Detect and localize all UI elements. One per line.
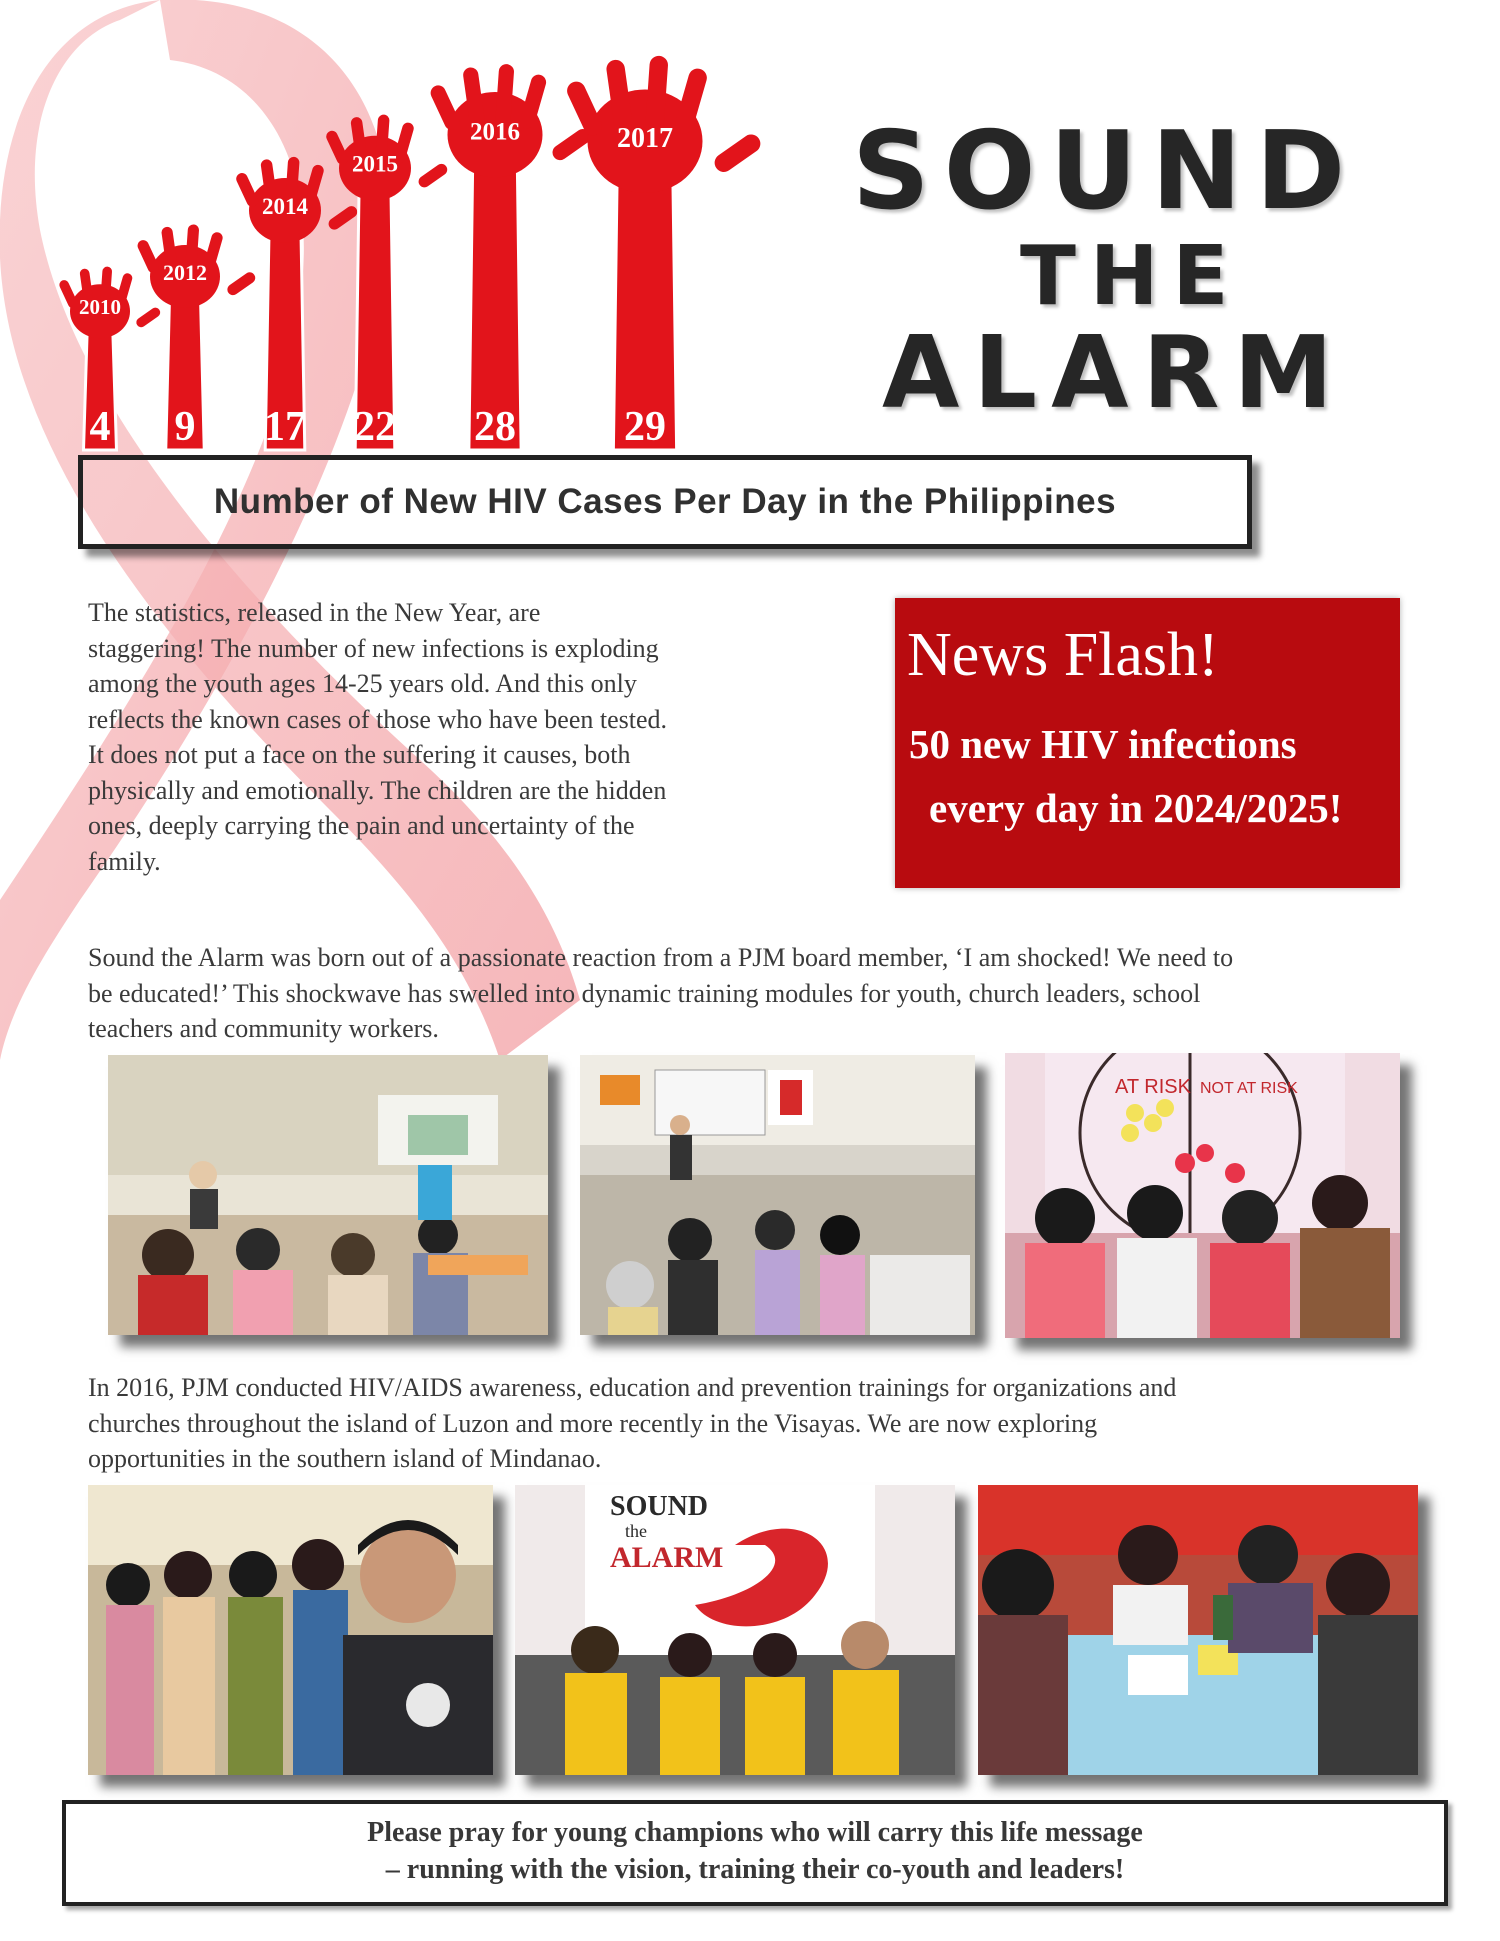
title-the: THE [1020,229,1243,324]
text-line: staggering! The number of new infections is exploding [88,633,659,663]
news-flash-title: News Flash! [907,621,1219,689]
hand-count-label: 9 [174,404,196,450]
text-line: It does not put a face on the suffering it causes, both [88,740,631,769]
hand-2010 [58,266,162,450]
text-line: churches throughout the island of Luzon and more recently in the Visayas. We are now exploring [88,1408,1098,1438]
intro-paragraph [88,595,808,879]
photo-group-activity [978,1485,1418,1775]
hand-count-label: 29 [624,404,666,450]
text-line: teachers and community workers. [88,1014,439,1043]
title-alarm: ALARM [882,314,1348,431]
prayer-line2: – running with the vision, training their co-youth and leaders! [385,1854,1125,1885]
photo-sound-the-alarm-team [515,1485,955,1775]
news-flash-box [895,598,1400,888]
text-line: be educated!’ This shockwave has swelled into dynamic training modules for youth, church leaders, school [88,978,1201,1008]
hand-2016 [428,64,593,450]
photo-training-class [580,1055,975,1335]
trainings-paragraph [88,1370,1428,1477]
banner-text-sound: SOUND [610,1491,709,1522]
prayer-line1: Please pray for young champions who will carry this life message [367,1817,1143,1848]
banner-text-the: the [625,1521,647,1541]
text-line: The statistics, released in the New Year, are [88,598,541,627]
hand-count-label: 17 [264,404,306,450]
photo-risk-poster [1005,1053,1400,1338]
title-sound: SOUND [852,109,1360,234]
chart-caption: Number of New HIV Cases Per Day in the Philippines [213,482,1117,521]
hand-2012 [136,224,258,450]
hand-2015 [324,114,449,450]
chart-caption-box [78,455,1252,549]
hands-chart [30,30,890,460]
photo-training-room [108,1055,548,1335]
hand-year-label: 2010 [79,295,121,320]
hand-year-label: 2016 [470,118,520,146]
text-line: Sound the Alarm was born out of a passionate reaction from a PJM board member, ‘I am shocked! We need to [88,943,1234,972]
text-line: ones, deeply carrying the pain and uncertainty of the [88,811,635,840]
origin-paragraph [88,940,1428,1047]
hand-year-label: 2012 [163,259,207,285]
text-line: In 2016, PJM conducted HIV/AIDS awareness, education and prevention trainings for organizations and [88,1373,1177,1402]
hand-2017 [564,55,764,450]
text-line: among the youth ages 14-25 years old. And this only [88,669,637,698]
text-line: physically and emotionally. The children are the hidden [88,775,667,805]
hand-year-label: 2014 [262,193,308,219]
prayer-request-box [62,1800,1448,1906]
news-flash-line2: every day in 2024/2025! [929,785,1343,831]
text-line: opportunities in the southern island of Mindanao. [88,1444,602,1473]
hand-count-label: 28 [474,404,516,450]
hand-year-label: 2017 [617,123,673,154]
banner-text-alarm: ALARM [610,1541,724,1574]
poster-label-at-risk: AT RISK [1115,1076,1191,1098]
hand-count-label: 4 [89,404,111,450]
hand-count-label: 22 [354,404,396,450]
poster-label-not-at-risk: NOT AT RISK [1200,1080,1298,1097]
hand-year-label: 2015 [352,151,398,177]
photo-prayer-group [88,1485,493,1775]
text-line: family. [88,846,161,876]
text-line: reflects the known cases of those who have been tested. [88,704,668,734]
hand-2014 [234,157,359,450]
news-flash-line1: 50 new HIV infections [909,721,1297,767]
